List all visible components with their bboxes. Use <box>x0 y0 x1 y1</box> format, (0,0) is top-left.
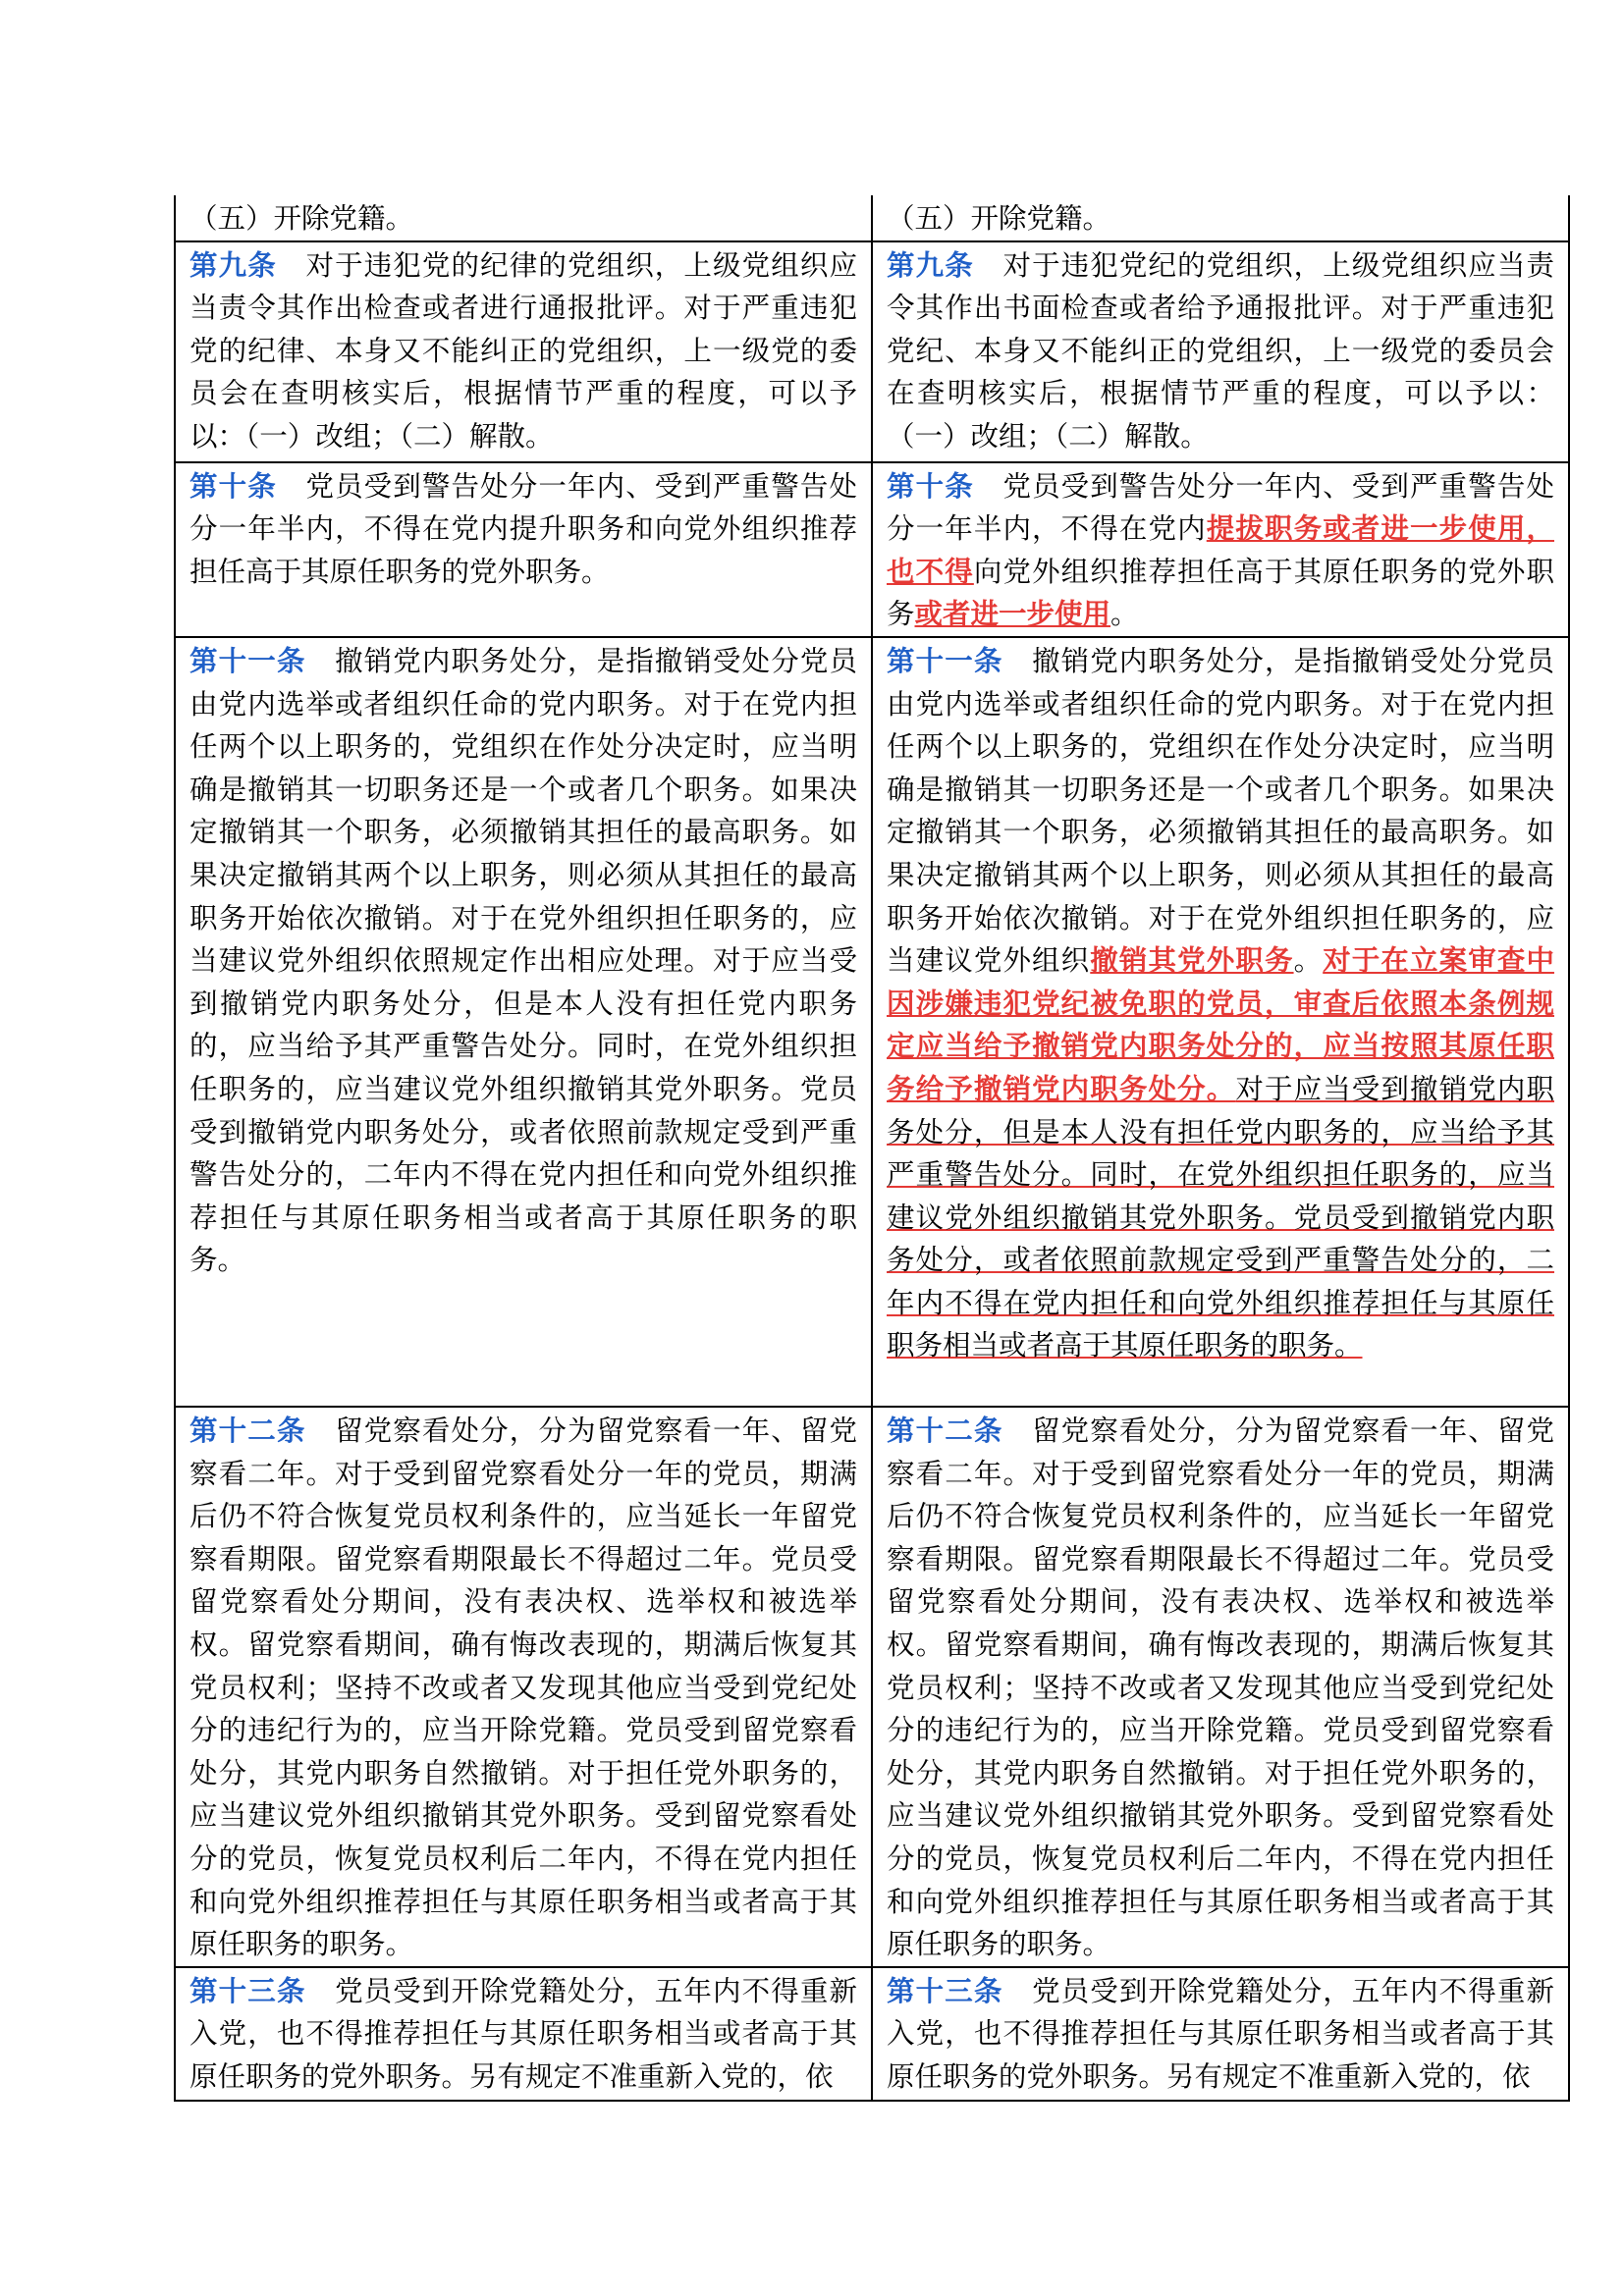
amended-text: 对于在立案审查中因涉嫌违犯党纪被免职的党员，审查后依照本条例规定应当给予撤销党内职务处分的，应当按照其原任职务给予撤销党内职务处分。 <box>887 943 1554 1105</box>
article-number: 第九条 <box>189 247 277 282</box>
right-cell: 第十条 党员受到警告处分一年内、受到严重警告处分一年半内，不得在党内提拔职务或者进一步使用，也不得向党外组织推荐担任高于其原任职务的党外职务或者进一步使用。 <box>872 462 1569 637</box>
comparison-table <box>174 195 1570 2102</box>
article-number: 第十一条 <box>189 643 306 677</box>
article-number: 第十条 <box>887 468 974 503</box>
article-number: 第十二条 <box>887 1413 1003 1447</box>
article-number: 第九条 <box>887 247 974 282</box>
table-row <box>175 637 1569 1407</box>
table-row <box>175 195 1569 241</box>
amended-text: 或者进一步使用 <box>914 597 1111 631</box>
left-cell: 第十一条 撤销党内职务处分，是指撤销受处分党员由党内选举或者组织任命的党内职务。对于在党内担任两个以上职务的，党组织在作处分决定时，应当明确是撤销其一切职务还是一个或者几个职务。如果决定撤销其一个职务，必须撤销其担任的最高职务。如果决定撤销其两个以上职务，则必须从其担任的最高职务开始依次撤销。对于在党外组织担任职务的，应当建议党外组织依照规定作出相应处理。对于应当受到撤销党内职务处分，但是本人没有担任党内职务的，应当给予其严重警告处分。同时，在党外组织担任职务的，应当建议党外组织撤销其党外职务。党员受到撤销党内职务处分，或者依照前款规定受到严重警告处分的，二年内不得在党内担任和向党外组织推荐担任与其原任职务相当或者高于其原任职务的职务。 <box>175 637 872 1407</box>
right-cell: 第十一条 撤销党内职务处分，是指撤销受处分党员由党内选举或者组织任命的党内职务。对于在党内担任两个以上职务的，党组织在作处分决定时，应当明确是撤销其一切职务还是一个或者几个职务。如果决定撤销其一个职务，必须撤销其担任的最高职务。如果决定撤销其两个以上职务，则必须从其担任的最高职务开始依次撤销。对于在党外组织担任职务的，应当建议党外组织撤销其党外职务。对于在立案审查中因涉嫌违犯党纪被免职的党员，审查后依照本条例规定应当给予撤销党内职务处分的，应当按照其原任职务给予撤销党内职务处分。对于应当受到撤销党内职务处分，但是本人没有担任党内职务的，应当给予其严重警告处分。同时，在党外组织担任职务的，应当建议党外组织撤销其党外职务。党员受到撤销党内职务处分，或者依照前款规定受到严重警告处分的，二年内不得在党内担任和向党外组织推荐担任与其原任职务相当或者高于其原任职务的职务。 <box>872 637 1569 1407</box>
amended-text: 提拔职务或者进一步使用，也不得 <box>887 511 1554 588</box>
table-row <box>175 1967 1569 2101</box>
article-number: 第十三条 <box>189 1973 306 2007</box>
left-cell: 第十条 党员受到警告处分一年内、受到严重警告处分一年半内，不得在党内提升职务和向党外组织推荐担任高于其原任职务的党外职务。 <box>175 462 872 637</box>
right-cell: 第十三条 党员受到开除党籍处分，五年内不得重新入党，也不得推荐担任与其原任职务相当或者高于其原任职务的党外职务。另有规定不准重新入党的，依 <box>872 1967 1569 2101</box>
left-cell: 第九条 对于违犯党的纪律的党组织，上级党组织应当责令其作出检查或者进行通报批评。对于严重违犯党的纪律、本身又不能纠正的党组织，上一级党的委员会在查明核实后，根据情节严重的程度，可以予以：（一）改组；（二）解散。 <box>175 241 872 462</box>
article-number: 第十二条 <box>189 1413 306 1447</box>
article-number: 第十三条 <box>887 1973 1003 2007</box>
table-row <box>175 241 1569 462</box>
left-cell: 第十三条 党员受到开除党籍处分，五年内不得重新入党，也不得推荐担任与其原任职务相当或者高于其原任职务的党外职务。另有规定不准重新入党的，依 <box>175 1967 872 2101</box>
article-number: 第十一条 <box>887 643 1003 677</box>
table-row <box>175 462 1569 637</box>
left-cell: 第十二条 留党察看处分，分为留党察看一年、留党察看二年。对于受到留党察看处分一年的党员，期满后仍不符合恢复党员权利条件的，应当延长一年留党察看期限。留党察看期限最长不得超过二年。党员受留党察看处分期间，没有表决权、选举权和被选举权。留党察看期间，确有悔改表现的，期满后恢复其党员权利；坚持不改或者又发现其他应当受到党纪处分的违纪行为的，应当开除党籍。党员受到留党察看处分，其党内职务自然撤销。对于担任党外职务的，应当建议党外组织撤销其党外职务。受到留党察看处分的党员，恢复党员权利后二年内，不得在党内担任和向党外组织推荐担任与其原任职务相当或者高于其原任职务的职务。 <box>175 1407 872 1967</box>
right-cell: （五）开除党籍。 <box>872 195 1569 241</box>
right-cell: 第九条 对于违犯党纪的党组织，上级党组织应当责令其作出书面检查或者给予通报批评。对于严重违犯党纪、本身又不能纠正的党组织，上一级党的委员会在查明核实后，根据情节严重的程度，可以予以：（一）改组；（二）解散。 <box>872 241 1569 462</box>
left-cell: （五）开除党籍。 <box>175 195 872 241</box>
article-number: 第十条 <box>189 468 277 503</box>
table-row <box>175 1407 1569 1967</box>
right-cell: 第十二条 留党察看处分，分为留党察看一年、留党察看二年。对于受到留党察看处分一年的党员，期满后仍不符合恢复党员权利条件的，应当延长一年留党察看期限。留党察看期限最长不得超过二年。党员受留党察看处分期间，没有表决权、选举权和被选举权。留党察看期间，确有悔改表现的，期满后恢复其党员权利；坚持不改或者又发现其他应当受到党纪处分的违纪行为的，应当开除党籍。党员受到留党察看处分，其党内职务自然撤销。对于担任党外职务的，应当建议党外组织撤销其党外职务。受到留党察看处分的党员，恢复党员权利后二年内，不得在党内担任和向党外组织推荐担任与其原任职务相当或者高于其原任职务的职务。 <box>872 1407 1569 1967</box>
amended-text: 撤销其党外职务 <box>1090 943 1294 978</box>
